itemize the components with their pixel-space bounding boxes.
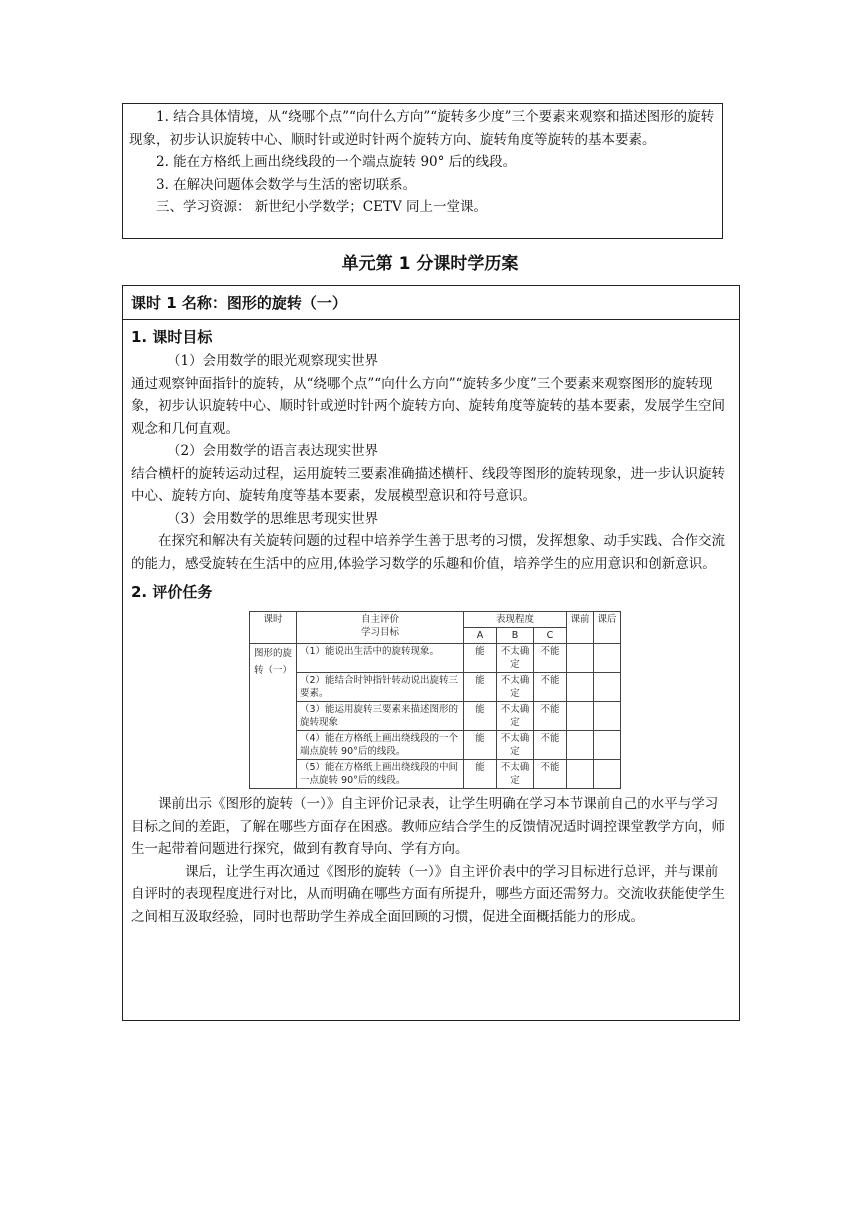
table-row — [250, 673, 621, 702]
col-header-goal-line1: 自主评价 — [360, 614, 399, 625]
col-header-lesson: 课时 — [250, 612, 297, 644]
evaluation-table — [249, 611, 621, 789]
goal-text-2: 结合横杆的旋转运动过程，运用旋转三要素准确描述横杆、线段等图形的旋转现象，进一步认识旋转中心、旋转方向、旋转角度等基本要素，发展模型意识和符号意识。 — [131, 465, 725, 504]
level-a-cell: 能 — [464, 673, 497, 702]
goal-subheading-2: （2）会用数学的语言表达现实世界 — [167, 443, 379, 459]
after-cell[interactable] — [594, 760, 621, 789]
evaluation-table-wrapper — [249, 611, 731, 789]
lesson-plan-box — [122, 285, 740, 1021]
table-row — [250, 760, 621, 789]
col-header-a: A — [464, 628, 497, 644]
after-cell[interactable] — [594, 644, 621, 673]
level-b-cell: 不太确定 — [497, 644, 534, 673]
objective-2: 2. 能在方格纸上画出绕线段的一个端点旋转 90° 后的线段。 — [156, 154, 517, 170]
section-heading-evaluation: 2. 评价任务 — [131, 583, 213, 601]
level-b-cell: 不太确定 — [497, 673, 534, 702]
col-header-after: 课后 — [594, 612, 621, 644]
col-header-before: 课前 — [567, 612, 594, 644]
level-a-cell: 能 — [464, 760, 497, 789]
lesson-header: 课时 1 名称：图形的旋转（一） — [123, 286, 739, 320]
before-cell[interactable] — [567, 644, 594, 673]
unit-title: 单元第 1 分课时学历案 — [341, 254, 519, 274]
objectives-box — [122, 103, 723, 239]
before-cell[interactable] — [567, 760, 594, 789]
level-c-cell: 不能 — [534, 673, 567, 702]
col-header-goal-line2: 学习目标 — [360, 627, 399, 638]
goal-cell: （4）能在方格纸上画出绕线段的一个端点旋转 90°后的线段。 — [297, 731, 464, 760]
level-a-cell: 能 — [464, 644, 497, 673]
paragraph-after-class: 课后，让学生再次通过《图形的旋转（一）》自主评价表中的学习目标进行总评，并与课前自评时的表现程度进行对比，从而明确在哪些方面有所提升，哪些方面还需努力。交流收获能使学生之间相互汲取经验，同时也帮助学生养成全面回顾的习惯，促进全面概括能力的形成。 — [131, 863, 725, 925]
lesson-name-cell: 图形的旋转（一） — [250, 644, 297, 789]
level-c-cell: 不能 — [534, 644, 567, 673]
after-cell[interactable] — [594, 673, 621, 702]
objective-1: 1. 结合具体情境，从“绕哪个点”“向什么方向”“旋转多少度”三个要素来观察和描述图形的旋转现象，初步认识旋转中心、顺时针或逆时针两个旋转方向、旋转角度等旋转的基本要素。 — [129, 109, 715, 148]
col-header-goal — [297, 612, 464, 644]
level-c-cell: 不能 — [534, 760, 567, 789]
col-header-level: 表现程度 — [464, 612, 567, 628]
goal-cell: （5）能在方格纸上画出绕线段的中间一点旋转 90°后的线段。 — [297, 760, 464, 789]
goal-text-3: 在探究和解决有关旋转问题的过程中培养学生善于思考的习惯，发挥想象、动手实践、合作交流的能力，感受旋转在生活中的应用,体验学习数学的乐趣和价值，培养学生的应用意识和创新意识。 — [131, 533, 725, 572]
level-b-cell: 不太确定 — [497, 760, 534, 789]
level-a-cell: 能 — [464, 702, 497, 731]
before-cell[interactable] — [567, 673, 594, 702]
learning-resources: 三、学习资源： 新世纪小学数学；CETV 同上一堂课。 — [156, 199, 488, 215]
level-b-cell: 不太确定 — [497, 702, 534, 731]
before-cell[interactable] — [567, 731, 594, 760]
level-a-cell: 能 — [464, 731, 497, 760]
col-header-c: C — [534, 628, 567, 644]
table-row — [250, 644, 621, 673]
col-header-b: B — [497, 628, 534, 644]
goal-subheading-1: （1）会用数学的眼光观察现实世界 — [167, 353, 379, 369]
goal-cell: （2）能结合时钟指针转动说出旋转三要素。 — [297, 673, 464, 702]
before-cell[interactable] — [567, 702, 594, 731]
goal-cell: （3）能运用旋转三要素来描述图形的旋转现象 — [297, 702, 464, 731]
level-c-cell: 不能 — [534, 702, 567, 731]
table-row — [250, 702, 621, 731]
goal-cell: （1）能说出生活中的旋转现象。 — [297, 644, 464, 673]
after-cell[interactable] — [594, 702, 621, 731]
goal-subheading-3: （3）会用数学的思维思考现实世界 — [167, 510, 379, 527]
lesson-content — [123, 320, 739, 928]
table-row — [250, 731, 621, 760]
level-c-cell: 不能 — [534, 731, 567, 760]
objective-3: 3. 在解决问题体会数学与生活的密切联系。 — [156, 176, 417, 193]
goal-text-1: 通过观察钟面指针的旋转，从“绕哪个点”“向什么方向”“旋转多少度”三个要素来观察图形的旋转现象，初步认识旋转中心、顺时针或逆时针两个旋转方向、旋转角度等旋转的基本要素，发展学生空间观念和几何直观。 — [131, 375, 725, 437]
after-cell[interactable] — [594, 731, 621, 760]
section-heading-goals: 1. 课时目标 — [131, 328, 213, 346]
paragraph-before-class: 课前出示《图形的旋转（一）》自主评价记录表，让学生明确在学习本节课前自己的水平与学习目标之间的差距，了解在哪些方面存在困惑。教师应结合学生的反馈情况适时调控课堂教学方向，师生一起带着问题进行探究，做到有教育导向、学有方向。 — [131, 796, 725, 857]
level-b-cell: 不太确定 — [497, 731, 534, 760]
